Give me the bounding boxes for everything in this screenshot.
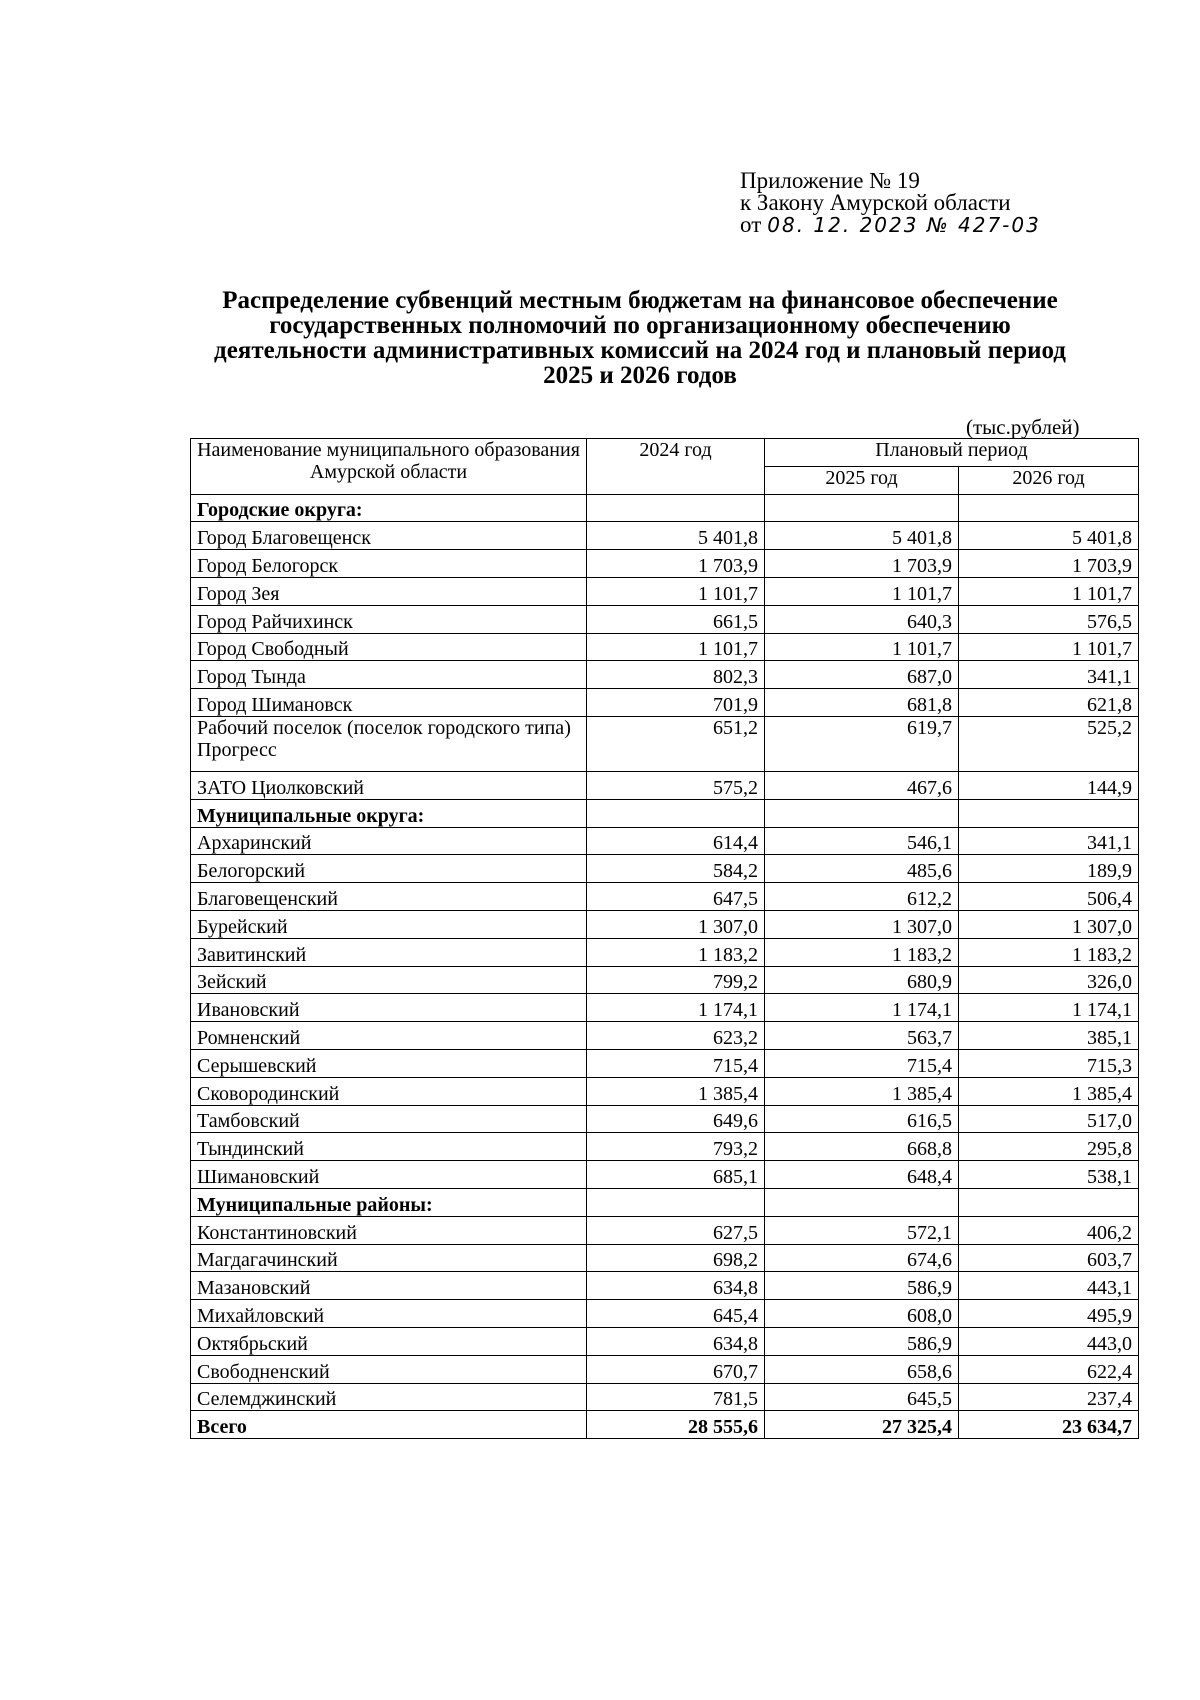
header-name: Наименование муниципального образования Амурской области: [191, 439, 587, 495]
table-row: [191, 827, 1139, 855]
value-2025: 1 307,0: [765, 910, 959, 938]
value-2026: 621,8: [959, 689, 1139, 717]
value-2024: 623,2: [587, 1022, 765, 1050]
value-2025: 640,3: [765, 605, 959, 633]
value-2026: 576,5: [959, 605, 1139, 633]
table-row: [191, 966, 1139, 994]
table-body: [191, 494, 1139, 1439]
value-2024: 647,5: [587, 883, 765, 911]
header-plan-period: Плановый период: [765, 439, 1139, 467]
group-title: Городские округа:: [191, 494, 587, 522]
value-2026: 295,8: [959, 1133, 1139, 1161]
table-row: [191, 661, 1139, 689]
table-row: [191, 1327, 1139, 1355]
municipality-name: Селемджинский: [191, 1383, 587, 1411]
total-2026: 23 634,7: [959, 1411, 1139, 1439]
table-row: [191, 855, 1139, 883]
table-row: [191, 883, 1139, 911]
value-2026: 506,4: [959, 883, 1139, 911]
value-2024: 651,2: [587, 716, 765, 771]
municipality-name: Шимановский: [191, 1161, 587, 1189]
value-2026: 1 101,7: [959, 633, 1139, 661]
total-label: Всего: [191, 1411, 587, 1439]
value-2024: 5 401,8: [587, 522, 765, 550]
value-2024: 1 174,1: [587, 994, 765, 1022]
value-2024: 1 183,2: [587, 938, 765, 966]
value-2025: 1 385,4: [765, 1077, 959, 1105]
table-row: [191, 1355, 1139, 1383]
document-title: Распределение субвенций местным бюджетам на финансовое обеспечение государственных полномочий по организационному обеспечению деятельности административных комиссий на 2024 год и плановый период 2025 и 2026 годов: [214, 287, 1066, 389]
value-2025: 674,6: [765, 1244, 959, 1272]
table-row: [191, 1022, 1139, 1050]
value-2026: 326,0: [959, 966, 1139, 994]
municipality-name: Архаринский: [191, 827, 587, 855]
value-2026: 443,1: [959, 1272, 1139, 1300]
municipality-name: Бурейский: [191, 910, 587, 938]
header-2026: 2026 год: [959, 466, 1139, 494]
value-2025: 658,6: [765, 1355, 959, 1383]
total-2025: 27 325,4: [765, 1411, 959, 1439]
appendix-number: Приложение № 19: [740, 168, 920, 193]
empty-cell: [765, 1188, 959, 1216]
municipality-name: Город Тында: [191, 661, 587, 689]
value-2026: 1 385,4: [959, 1077, 1139, 1105]
municipality-name: Серышевский: [191, 1049, 587, 1077]
value-2026: 603,7: [959, 1244, 1139, 1272]
municipality-name: Михайловский: [191, 1300, 587, 1328]
table-row: [191, 910, 1139, 938]
value-2025: 612,2: [765, 883, 959, 911]
group-title: Муниципальные районы:: [191, 1188, 587, 1216]
table-row: [191, 689, 1139, 717]
value-2024: 715,4: [587, 1049, 765, 1077]
value-2026: 1 101,7: [959, 577, 1139, 605]
value-2026: 715,3: [959, 1049, 1139, 1077]
municipality-name: Город Шимановск: [191, 689, 587, 717]
value-2024: 627,5: [587, 1216, 765, 1244]
value-2025: 619,7: [765, 716, 959, 771]
municipality-name: Зейский: [191, 966, 587, 994]
value-2026: 1 183,2: [959, 938, 1139, 966]
handwritten-date-number: 08. 12. 2023 № 427-03: [767, 213, 1041, 237]
value-2024: 802,3: [587, 661, 765, 689]
value-2024: 685,1: [587, 1161, 765, 1189]
table-row: [191, 994, 1139, 1022]
municipality-name: Константиновский: [191, 1216, 587, 1244]
value-2025: 467,6: [765, 771, 959, 799]
value-2026: 622,4: [959, 1355, 1139, 1383]
municipality-name: Завитинский: [191, 938, 587, 966]
table-row: [191, 1049, 1139, 1077]
value-2025: 586,9: [765, 1327, 959, 1355]
municipality-name: Ромненский: [191, 1022, 587, 1050]
header-2025: 2025 год: [765, 466, 959, 494]
value-2024: 781,5: [587, 1383, 765, 1411]
value-2024: 649,6: [587, 1105, 765, 1133]
value-2024: 645,4: [587, 1300, 765, 1328]
value-2025: 681,8: [765, 689, 959, 717]
value-2025: 616,5: [765, 1105, 959, 1133]
value-2026: 189,9: [959, 855, 1139, 883]
value-2026: 495,9: [959, 1300, 1139, 1328]
value-2025: 5 401,8: [765, 522, 959, 550]
table-row: [191, 1133, 1139, 1161]
municipality-name: Мазановский: [191, 1272, 587, 1300]
value-2025: 1 101,7: [765, 633, 959, 661]
group-header-row: [191, 494, 1139, 522]
municipality-name: Город Белогорск: [191, 550, 587, 578]
value-2025: 485,6: [765, 855, 959, 883]
value-2024: 793,2: [587, 1133, 765, 1161]
municipality-name: Город Благовещенск: [191, 522, 587, 550]
value-2026: 237,4: [959, 1383, 1139, 1411]
municipality-name: Белогорский: [191, 855, 587, 883]
value-2025: 1 703,9: [765, 550, 959, 578]
group-header-row: [191, 799, 1139, 827]
value-2026: 517,0: [959, 1105, 1139, 1133]
value-2024: 575,2: [587, 771, 765, 799]
municipality-name: Рабочий поселок (поселок городского типа) Прогресс: [191, 716, 587, 771]
value-2026: 525,2: [959, 716, 1139, 771]
value-2026: 443,0: [959, 1327, 1139, 1355]
value-2026: 1 307,0: [959, 910, 1139, 938]
empty-cell: [959, 494, 1139, 522]
empty-cell: [587, 494, 765, 522]
value-2024: 634,8: [587, 1272, 765, 1300]
value-2024: 1 385,4: [587, 1077, 765, 1105]
value-2024: 670,7: [587, 1355, 765, 1383]
table-row: [191, 1077, 1139, 1105]
table-row: [191, 633, 1139, 661]
municipality-name: Город Свободный: [191, 633, 587, 661]
table-row: [191, 522, 1139, 550]
value-2026: 5 401,8: [959, 522, 1139, 550]
table-row: [191, 605, 1139, 633]
value-2025: 563,7: [765, 1022, 959, 1050]
group-title: Муниципальные округа:: [191, 799, 587, 827]
units-label: (тыс.рублей): [966, 415, 1080, 439]
value-2025: 680,9: [765, 966, 959, 994]
group-header-row: [191, 1188, 1139, 1216]
table-row: [191, 716, 1139, 771]
table-row: [191, 938, 1139, 966]
value-2026: 1 703,9: [959, 550, 1139, 578]
value-2025: 645,5: [765, 1383, 959, 1411]
municipality-name: Ивановский: [191, 994, 587, 1022]
value-2026: 406,2: [959, 1216, 1139, 1244]
municipality-name: Свободненский: [191, 1355, 587, 1383]
appendix-date-line: [740, 214, 1041, 236]
table-row: [191, 577, 1139, 605]
value-2026: 538,1: [959, 1161, 1139, 1189]
appendix-law: к Закону Амурской области: [740, 190, 1011, 215]
empty-cell: [765, 799, 959, 827]
municipality-name: Сковородинский: [191, 1077, 587, 1105]
table-row: [191, 1272, 1139, 1300]
value-2024: 661,5: [587, 605, 765, 633]
value-2025: 668,8: [765, 1133, 959, 1161]
value-2026: 341,1: [959, 661, 1139, 689]
value-2025: 1 183,2: [765, 938, 959, 966]
value-2025: 608,0: [765, 1300, 959, 1328]
value-2026: 144,9: [959, 771, 1139, 799]
table-row: [191, 1161, 1139, 1189]
value-2025: 586,9: [765, 1272, 959, 1300]
header-2024: 2024 год: [587, 439, 765, 495]
value-2025: 715,4: [765, 1049, 959, 1077]
municipality-name: Благовещенский: [191, 883, 587, 911]
value-2024: 799,2: [587, 966, 765, 994]
table-row: [191, 771, 1139, 799]
value-2026: 385,1: [959, 1022, 1139, 1050]
value-2025: 546,1: [765, 827, 959, 855]
value-2026: 341,1: [959, 827, 1139, 855]
municipality-name: Город Райчихинск: [191, 605, 587, 633]
municipality-name: Тындинский: [191, 1133, 587, 1161]
subvention-table: [190, 438, 1139, 1439]
value-2025: 687,0: [765, 661, 959, 689]
empty-cell: [959, 799, 1139, 827]
table-row: [191, 1383, 1139, 1411]
empty-cell: [587, 1188, 765, 1216]
value-2026: 1 174,1: [959, 994, 1139, 1022]
table-row: [191, 550, 1139, 578]
value-2024: 634,8: [587, 1327, 765, 1355]
table-row: [191, 1300, 1139, 1328]
value-2025: 648,4: [765, 1161, 959, 1189]
empty-cell: [587, 799, 765, 827]
value-2024: 1 703,9: [587, 550, 765, 578]
value-2024: 698,2: [587, 1244, 765, 1272]
municipality-name: Магдагачинский: [191, 1244, 587, 1272]
empty-cell: [959, 1188, 1139, 1216]
table-row: [191, 1105, 1139, 1133]
municipality-name: Тамбовский: [191, 1105, 587, 1133]
total-2024: 28 555,6: [587, 1411, 765, 1439]
appendix-block: [740, 170, 1041, 236]
table-row: [191, 1216, 1139, 1244]
value-2025: 572,1: [765, 1216, 959, 1244]
municipality-name: Город Зея: [191, 577, 587, 605]
value-2024: 614,4: [587, 827, 765, 855]
total-row: [191, 1411, 1139, 1439]
value-2024: 701,9: [587, 689, 765, 717]
value-2024: 1 101,7: [587, 633, 765, 661]
value-2024: 584,2: [587, 855, 765, 883]
value-2024: 1 307,0: [587, 910, 765, 938]
appendix-date-prefix: от: [740, 212, 762, 237]
empty-cell: [765, 494, 959, 522]
table-row: [191, 1244, 1139, 1272]
municipality-name: Октябрьский: [191, 1327, 587, 1355]
value-2025: 1 174,1: [765, 994, 959, 1022]
municipality-name: ЗАТО Циолковский: [191, 771, 587, 799]
value-2024: 1 101,7: [587, 577, 765, 605]
value-2025: 1 101,7: [765, 577, 959, 605]
